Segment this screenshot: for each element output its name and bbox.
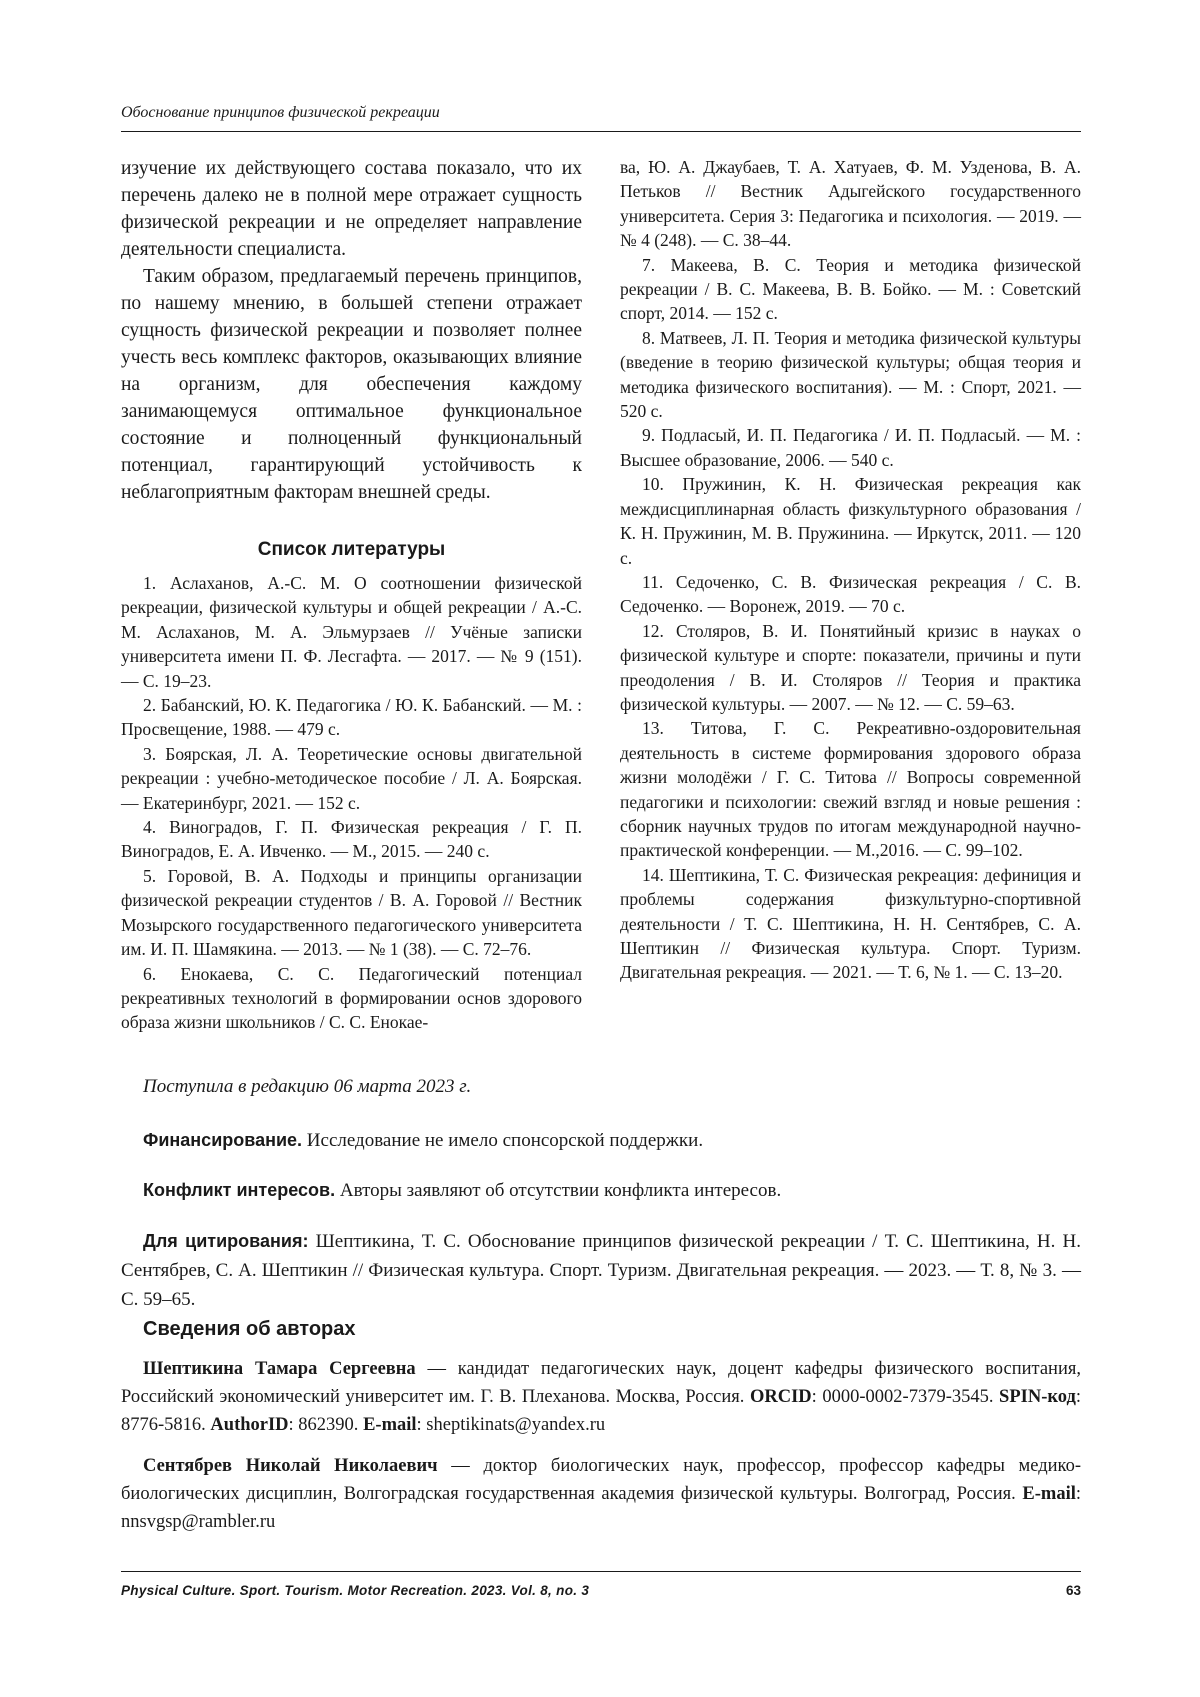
email-value: : sheptikinats@yandex.ru (416, 1415, 606, 1435)
email-label: E-mail (363, 1415, 417, 1435)
author-entry (121, 1355, 1081, 1439)
reference-item: 5. Горовой, В. А. Подходы и принципы организации физической рекреации студентов / В. А. Горовой // Вестник Мозырского государственного педагогического университета им. И. П. Шамякина. — 2013. — № 1 (38). — С. 72–76. (121, 865, 582, 960)
spin-value: : 8776-5816. (121, 1387, 1081, 1435)
conflict-note (121, 1176, 1081, 1205)
right-column (620, 155, 1081, 985)
left-column (121, 155, 582, 1035)
author-description: — доктор биологических наук, профессор, профессор кафедры медико-биологических дисциплин, Волгоградская государственная академия физической культуры. Волгоград, Россия. (121, 1456, 1082, 1504)
reference-item: 1. Аслаханов, А.-С. М. О соотношении физической рекреации, физической культуры и общей рекреации / А.-С. М. Аслаханов, М. А. Эльмурзаев // Учёные записки университета имени П. Ф. Лесгафта. — 2017. — № 9 (151). — С. 19–23. (121, 573, 582, 691)
reference-item: 13. Титова, Г. С. Рекреативно-оздоровительная деятельность в системе формирования здорового образа жизни молодёжи / Г. С. Титова // Вопросы современной педагогики и психологии: свежий взгляд и новые решения : сборник научных трудов по итогам международной научно-практической конференции. — М.,2016. — С. 99–102. (620, 718, 1081, 861)
orcid-value: : 0000-0002-7379-3545. (811, 1387, 1000, 1407)
funding-text: Исследование не имело спонсорской поддержки. (306, 1130, 704, 1151)
body-text (121, 155, 582, 506)
received-date: Поступила в редакцию 06 марта 2023 г. (143, 1076, 472, 1097)
reference-item: 4. Виноградов, Г. П. Физическая рекреация / Г. П. Виноградов, Е. А. Ивченко. — М., 2015. — 240 с. (121, 817, 582, 862)
spin-label: SPIN-код (999, 1387, 1076, 1407)
body-paragraph: изучение их действующего состава показало, что их перечень далеко не в полной мере отражает сущность физической рекреации и не определяет направление деятельности специалиста. (121, 158, 582, 260)
reference-item: 14. Шептикина, Т. С. Физическая рекреация: дефиниция и проблемы содержания физкультурно-спортивной деятельности / Т. С. Шептикина, Н. Н. Сентябрев, С. А. Шептикин // Физическая культура. Спорт. Туризм. Двигательная рекреация. — 2021. — Т. 6, № 1. — С. 13–20. (620, 864, 1081, 983)
funding-note (121, 1126, 1081, 1155)
funding-label: Финансирование. (143, 1130, 303, 1150)
author-name: Шептикина Тамара Сергеевна (143, 1359, 416, 1379)
author-entry (121, 1452, 1081, 1536)
reference-item: 11. Седоченко, С. В. Физическая рекреация / С. В. Седоченко. — Воронеж, 2019. — 70 с. (620, 571, 1081, 617)
journal-footer: Physical Culture. Sport. Tourism. Motor Recreation. 2023. Vol. 8, no. 3 (121, 1583, 590, 1598)
email-label: E-mail (1022, 1484, 1076, 1504)
reference-item: 3. Боярская, Л. А. Теоретические основы двигательной рекреации : учебно-методическое пособие / Л. А. Боярская. — Екатеринбург, 2021. — 152 с. (121, 743, 582, 813)
authors-title: Сведения об авторах (143, 1318, 356, 1340)
header-divider (121, 131, 1081, 132)
author-description: — кандидат педагогических наук, доцент кафедры физического воспитания, Российский экономический университет им. Г. В. Плеханова. Москва, Россия. (121, 1359, 1081, 1407)
conflict-text: Авторы заявляют об отсутствии конфликта интересов. (339, 1180, 782, 1201)
conflict-label: Конфликт интересов. (143, 1180, 336, 1200)
citation-label: Для цитирования: (143, 1231, 309, 1251)
citation-text: Шептикина, Т. С. Обоснование принципов физической рекреации / Т. С. Шептикина, Н. Н. Сентябрев, С. А. Шептикин // Физическая культура. Спорт. Туризм. Двигательная рекреация. — 2023. — Т. 8, № 3. — С. 59–65. (121, 1231, 1081, 1310)
body-paragraph: Таким образом, предлагаемый перечень принципов, по нашему мнению, в большей степени отражает сущность физической рекреации и позволяет полнее учесть весь комплекс факторов, оказывающих влияние на организм, для обеспечения каждому занимающемуся оптимальное функциональное состояние и полноценный функциональный потенциал, гарантирующий устойчивость к неблагоприятным факторам внешней среды. (121, 266, 582, 503)
reference-item: 8. Матвеев, Л. П. Теория и методика физической культуры (введение в теорию физической культуры; общая теория и методика физического воспитания). — М. : Спорт, 2021. — 520 с. (620, 327, 1081, 422)
references-title: Список литературы (257, 539, 446, 560)
reference-item: 6. Енокаева, С. С. Педагогический потенциал рекреативных технологий в формировании основ здорового образа жизни школьников / С. С. Енокае- (121, 963, 582, 1033)
footer-divider (121, 1571, 1081, 1572)
reference-item: 12. Столяров, В. И. Понятийный кризис в науках о физической культуре и спорте: показатели, причины и пути преодоления / В. И. Столяров // Теория и практика физической культуры. — 2007. — № 12. — С. 59–63. (620, 620, 1081, 714)
author-name: Сентябрев Николай Николаевич (143, 1456, 438, 1476)
running-title: Обоснование принципов физической рекреации (121, 104, 440, 121)
reference-item: 10. Пружинин, К. Н. Физическая рекреация как междисциплинарная область физкультурного образования / К. Н. Пружинин, М. В. Пружинина. — Иркутск, 2011. — 120 с. (620, 474, 1081, 568)
email-value: : nnsvgsp@rambler.ru (121, 1484, 1081, 1532)
citation-note (121, 1227, 1081, 1314)
reference-item: 7. Макеева, В. С. Теория и методика физической рекреации / В. С. Макеева, В. В. Бойко. — М. : Советский спорт, 2014. — 152 с. (620, 254, 1081, 324)
orcid-label: ORCID (750, 1387, 812, 1407)
authorid-label: AuthorID (210, 1415, 289, 1435)
page-number: 63 (1065, 1583, 1081, 1598)
reference-continuation: ва, Ю. А. Джаубаев, Т. А. Хатуаев, Ф. М. Узденова, В. А. Петьков // Вестник Адыгейского государственного университета. Серия 3: Педагогика и психология. — 2019. — № 4 (248). — С. 38–44. (620, 157, 1081, 251)
authorid-value: : 862390. (288, 1415, 364, 1435)
reference-item: 2. Бабанский, Ю. К. Педагогика / Ю. К. Бабанский. — М. : Просвещение, 1988. — 479 с. (121, 695, 582, 740)
reference-item: 9. Подласый, И. П. Педагогика / И. П. Подласый. — М. : Высшее образование, 2006. — 540 с. (620, 425, 1081, 470)
